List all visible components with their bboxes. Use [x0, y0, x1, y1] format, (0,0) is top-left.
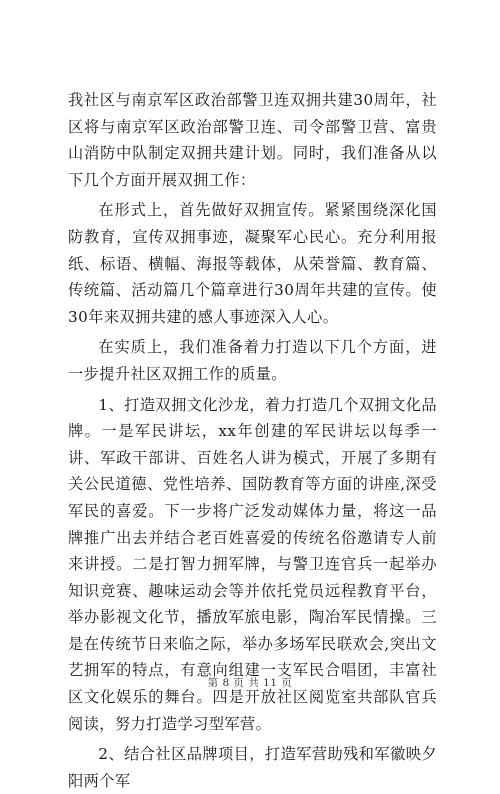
paragraph-brand-projects: 2、结合社区品牌项目，打造军营助残和军徽映夕阳两个军 — [68, 745, 437, 790]
page-footer: 第 8 页 共 11 页 — [207, 677, 293, 689]
paragraph-publicity: 在形式上，首先做好双拥宣传。紧紧围绕深化国防教育，宣传双拥事迹，凝聚军心民心。充分利用报纸、标语、横幅、海报等载体，从荣誉篇、教育篇、传统篇、活动篇几个篇章进行30周年共建的宣传。使30年来双拥共建的感人事迹深入人心。 — [68, 201, 437, 326]
paragraph-culture-salon: 1、打造双拥文化沙龙，着力打造几个双拥文化品牌。一是军民讲坛，xx年创建的军民讲坛以每季一讲、军政干部讲、百姓名人讲为模式，开展了多期有关公民道德、党性培养、国防教育等方面的讲座,深受军民的喜爱。下一步将广泛发动媒体力量，将这一品牌推广出去并结合老百姓喜爱的传统名俗邀请专人前来讲授。二是打智力拥军牌，与警卫连官兵一起举办知识竞赛、趣味运动会等并依托党员远程教育平台，举办影视文化节，播放军旅电影，陶冶军民情操。三是在传统节日来临之际，举办多场军民联欢会,突出文艺拥军的特点，有意向组建一支军民合唱团，丰富社区文化娱乐的舞台。四是开放社区阅览室共部队官兵阅读，努力打造学习型军营。 — [68, 395, 437, 733]
paragraph-continuation: 我社区与南京军区政治部警卫连双拥共建30周年，社区将与南京军区政治部警卫连、司令部警卫营、富贵山消防中队制定双拥共建计划。同时，我们准备从以下几个方面开展双拥工作： — [68, 91, 437, 189]
paragraph-substance: 在实质上，我们准备着力打造以下几个方面，进一步提升社区双拥工作的质量。 — [68, 338, 437, 383]
